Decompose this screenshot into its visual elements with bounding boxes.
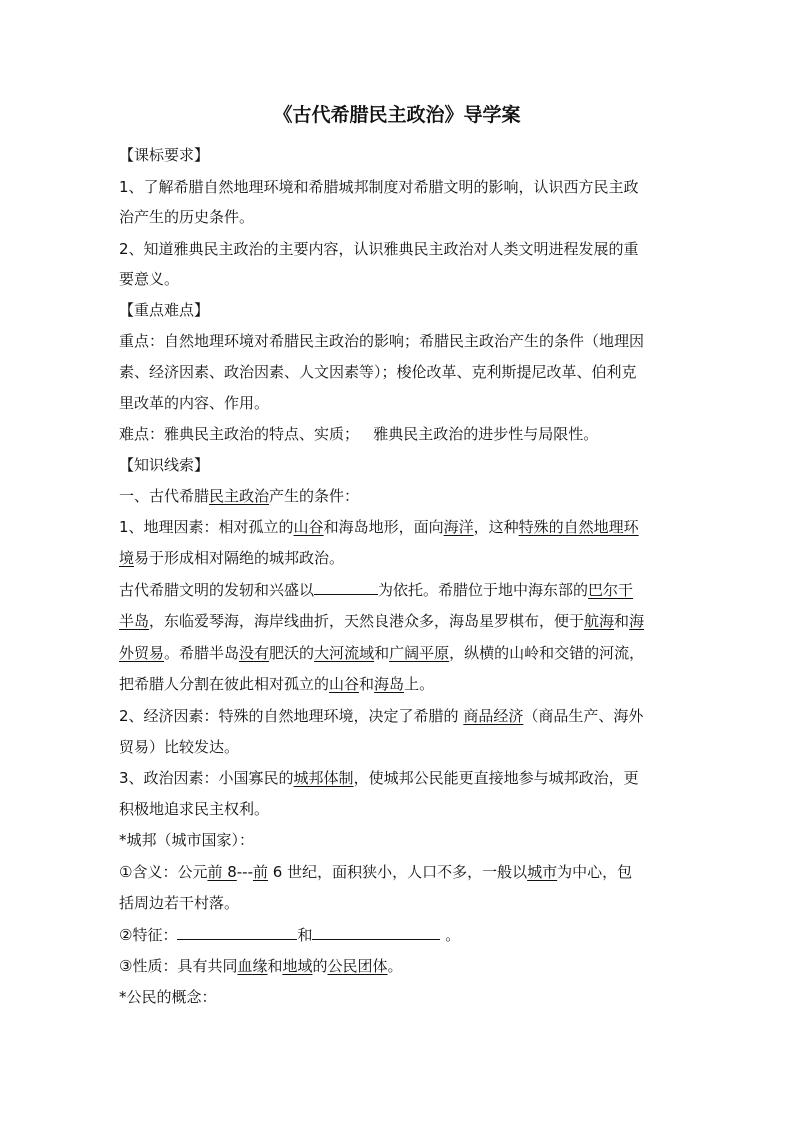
underlined-term: 地域 — [282, 957, 313, 975]
text: 肥沃的 — [269, 644, 315, 662]
text: 古代希腊文明的发轫和兴盛以 — [119, 581, 315, 599]
text: 和 — [614, 612, 630, 630]
text: ①含义：公元 — [119, 863, 208, 881]
geography-line-3 — [119, 578, 699, 602]
text: 6 世纪，面积狭小，人口不多，一般以 — [268, 863, 528, 881]
fill-blank[interactable] — [314, 580, 378, 595]
geography-line-6 — [119, 672, 699, 696]
underlined-term: 城邦体制 — [293, 769, 354, 787]
text: （商品生产、海外 — [523, 707, 644, 725]
underlined-term: 没有 — [239, 644, 270, 662]
underlined-term: 前 8 — [207, 863, 237, 881]
section-curriculum: 【课标要求】 — [119, 146, 210, 164]
text: 为中心，包 — [557, 863, 633, 881]
curriculum-item-1a: 1、了解希腊自然地理环境和希腊城邦制度对希腊文明的影响，认识西方民主政 — [119, 178, 639, 196]
text: ，使城邦公民能更直接地参与城邦政治，更 — [353, 769, 639, 787]
underlined-term: 大河流域 — [314, 644, 375, 662]
underlined-term: 城市 — [527, 863, 558, 881]
text: 1、地理因素：相对孤立的 — [119, 518, 294, 536]
text: 的 — [312, 957, 328, 975]
economy-line-2: 贸易）比较发达。 — [119, 738, 240, 756]
underlined-term: 山谷 — [293, 518, 324, 536]
underlined-term: 航海 — [584, 612, 615, 630]
key-point-1b: 素、经济因素、政治因素、人文因素等）；梭伦改革、克利斯提尼改革、伯利克 — [119, 363, 637, 381]
text: ③性质：具有共同 — [119, 957, 238, 975]
text: ，这种 — [473, 518, 519, 536]
politics-line-2: 积极地追求民主权利。 — [119, 800, 270, 818]
text: 上。 — [404, 675, 435, 693]
text: 。希腊半岛 — [164, 644, 240, 662]
heading-conditions — [119, 484, 699, 508]
city-state-features — [119, 923, 699, 947]
fill-blank[interactable] — [177, 925, 297, 940]
curriculum-item-2a: 2、知道雅典民主政治的主要内容，认识雅典民主政治对人类文明进程发展的重 — [119, 240, 639, 258]
underlined-term: 特殊的自然地理环 — [518, 518, 639, 536]
underlined-term: 山谷 — [329, 675, 360, 693]
underlined-term: 海岛 — [374, 675, 405, 693]
curriculum-item-1b: 治产生的历史条件。 — [119, 208, 255, 226]
text: 为依托。希腊位于地中海东部的 — [378, 581, 589, 599]
city-state-heading: *城邦（城市国家）： — [119, 831, 255, 849]
fill-blank[interactable] — [312, 925, 440, 940]
text: 一、古代希腊 — [119, 487, 210, 505]
underlined-term: 海洋 — [443, 518, 474, 536]
underlined-term: 前 — [253, 863, 269, 881]
politics-line-1 — [119, 766, 699, 790]
text: 和 — [374, 644, 390, 662]
text: 。 — [387, 957, 403, 975]
text: --- — [236, 863, 254, 881]
underlined-term: 商品经济 — [463, 707, 524, 725]
underlined-term: 巴尔干 — [588, 581, 634, 599]
geography-line-5 — [119, 641, 699, 665]
difficulty-line: 难点：雅典民主政治的特点、实质； 雅典民主政治的进步性与局限性。 — [119, 425, 599, 443]
key-point-1a: 重点：自然地理环境对希腊民主政治的影响；希腊民主政治产生的条件（地理因 — [119, 332, 645, 350]
section-knowledge: 【知识线索】 — [119, 456, 210, 474]
city-state-nature — [119, 954, 699, 978]
text: ，纵横的山岭和交错的河流， — [449, 644, 645, 662]
underlined-term: 民主政治 — [209, 487, 270, 505]
text: 产生的条件： — [269, 487, 360, 505]
text: 把希腊人分割在彼此相对孤立的 — [119, 675, 330, 693]
text: 2、经济因素：特殊的自然地理环境，决定了希腊的 — [119, 707, 464, 725]
geography-line-2 — [119, 546, 699, 570]
underlined-term: 公民团体 — [327, 957, 388, 975]
text: 和 — [297, 926, 313, 944]
key-point-1c: 里改革的内容、作用。 — [119, 394, 270, 412]
text: ，东临爱琴海，海岸线曲折，天然良港众多，海岛星罗棋布，便于 — [149, 612, 585, 630]
geography-line-1 — [119, 515, 699, 539]
document-title: 《古代希腊民主政治》导学案 — [273, 104, 521, 126]
text: 和 — [267, 957, 283, 975]
underlined-term: 外贸易 — [119, 644, 165, 662]
citizen-concept: *公民的概念： — [119, 988, 217, 1006]
underlined-term: 血缘 — [237, 957, 268, 975]
underlined-term: 半岛 — [119, 612, 150, 630]
curriculum-item-2b: 要意义。 — [119, 270, 180, 288]
text: ②特征： — [119, 926, 178, 944]
text: 3、政治因素：小国寡民的 — [119, 769, 294, 787]
underlined-term: 广阔平原 — [389, 644, 450, 662]
underlined-term: 境 — [119, 549, 135, 567]
text: 和海岛地形，面向 — [323, 518, 444, 536]
economy-line-1 — [119, 704, 699, 728]
geography-line-4 — [119, 609, 699, 633]
section-key-points: 【重点难点】 — [119, 301, 210, 319]
city-state-meaning-1 — [119, 860, 699, 884]
text: 易于形成相对隔绝的城邦政治。 — [134, 549, 345, 567]
text: 和 — [359, 675, 375, 693]
city-state-meaning-2: 括周边若干村落。 — [119, 894, 240, 912]
text: 。 — [440, 926, 461, 944]
underlined-term: 海 — [629, 612, 645, 630]
